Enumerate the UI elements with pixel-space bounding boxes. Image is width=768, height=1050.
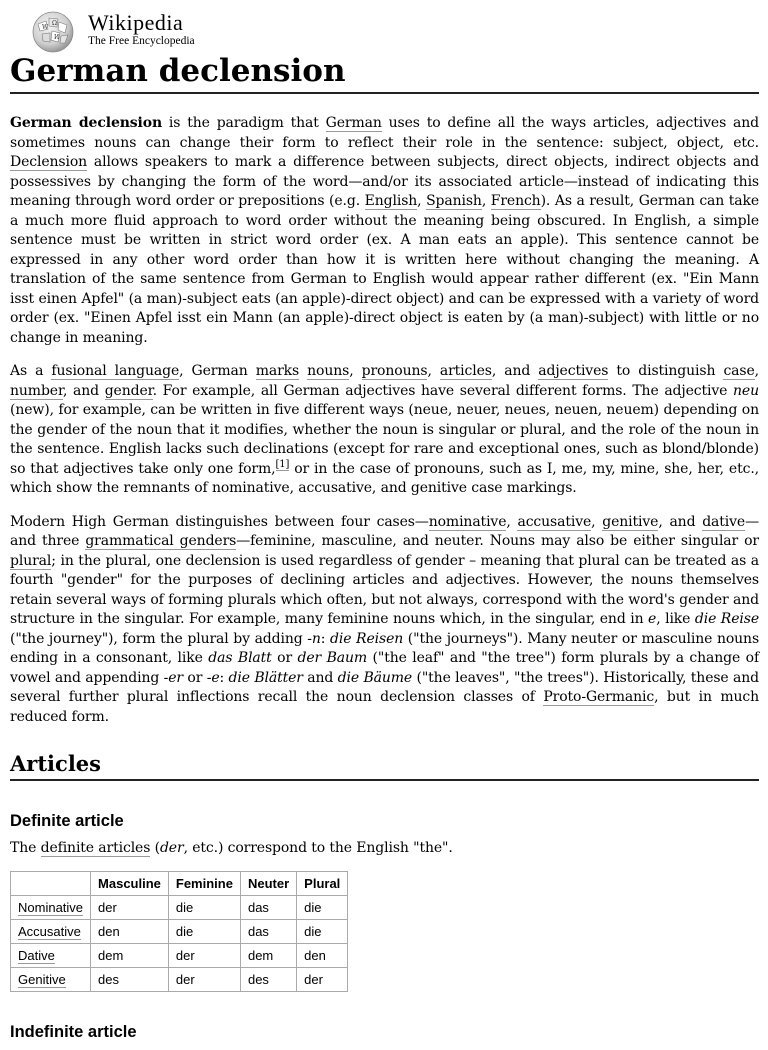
table-cell: die — [297, 919, 348, 943]
subheading-indefinite-article: Indefinite article — [10, 1022, 137, 1041]
table-header-cell: Masculine — [91, 871, 169, 895]
link-number[interactable]: number — [10, 382, 63, 399]
table-cell: des — [240, 967, 296, 991]
link-gender[interactable]: gender — [104, 382, 153, 399]
section-heading-articles: Articles — [10, 749, 759, 781]
link-case-genitive[interactable]: Genitive — [18, 971, 66, 987]
table-row — [11, 895, 348, 919]
table-cell: die — [168, 895, 240, 919]
case-cell — [11, 967, 91, 991]
link-english[interactable]: English — [364, 193, 418, 209]
link-accusative[interactable]: accusative — [517, 513, 592, 530]
table-cell: die — [297, 895, 348, 919]
link-genitive[interactable]: genitive — [602, 513, 659, 530]
table-cell: der — [168, 943, 240, 967]
reference-link[interactable]: [1] — [275, 458, 290, 470]
table-cell: dem — [91, 943, 169, 967]
intro-paragraph: German declension is the paradigm that German uses to define all the ways articles, adjectives and sometimes nouns can change their form to reflect their role in the sentence: subject, object, etc. Declension allows speakers to mark a difference between subjects, direct objects, indirect objects and possessives by changing the form of the word—and/or its associated article—instead of indicating this meaning through word order or prepositions (e.g. English, Spanish, French). As a result, German can take a much more fluid approach to word order without the meaning being obscured. In English, a simple sentence must be written in strict word order (ex. A man eats an apple). This sentence cannot be expressed in any other word order than how it is written here without changing the meaning. A translation of the same sentence from German to English would appear rather different (ex. "Ein Mann isst einen Apfel" (a man)-subject eats (an apple)-direct object) and can be expressed with a variety of word order (ex. "Einen Apfel isst ein Mann (an apple)-direct object is eaten by (a man)-subject) with little or no change in meaning. — [10, 115, 760, 346]
case-cell — [11, 895, 91, 919]
link-articles[interactable]: articles — [439, 363, 492, 379]
definite-paragraph: The definite articles (der, etc.) correspond to the English "the". — [10, 840, 453, 856]
table-cell: dem — [240, 943, 296, 967]
wordmark-tagline: The Free Encyclopedia — [88, 35, 195, 47]
table-cell: das — [240, 895, 296, 919]
table-cell: der — [91, 895, 169, 919]
table-cell: das — [240, 919, 296, 943]
svg-text:Ω: Ω — [52, 20, 57, 27]
subheading-definite-article: Definite article — [10, 812, 124, 830]
fusional-paragraph: As a fusional language, German marks nouns, pronouns, articles, and adjectives to distinguish case, number, and gender. For example, all German adjectives have several different forms. The adjective neu (new), for example, can be written in five different ways (neue, neuer, neues, neuen, neuem) depending on the gender of the noun that it modifies, whether the noun is singular or plural, and the role of the noun in the sentence. English lacks such declinations (except for rare and exceptional ones, such as blond/blonde) so that adjectives take only one form,[1] or in the case of pronouns, such as I, me, my, mine, she, her, etc., which show the remnants of nominative, accusative, and genitive case markings. — [10, 363, 759, 496]
bold-term: German declension — [10, 115, 163, 131]
table-cell: der — [297, 967, 348, 991]
link-nominative[interactable]: nominative — [428, 513, 507, 530]
table-cell: den — [297, 943, 348, 967]
svg-text:W: W — [42, 24, 49, 31]
link-adjectives[interactable]: adjectives — [538, 363, 609, 379]
table-row — [11, 919, 348, 943]
table-header-cell — [11, 871, 91, 895]
table-cell: die — [168, 919, 240, 943]
table-row — [11, 943, 348, 967]
case-cell — [11, 919, 91, 943]
table-cell: der — [168, 967, 240, 991]
svg-text:И: И — [54, 34, 60, 41]
page-title: German declension — [10, 50, 759, 94]
wordmark-title: Wikipedia — [88, 10, 184, 35]
table-header-cell: Neuter — [240, 871, 296, 895]
link-declension[interactable]: Declension — [10, 154, 88, 170]
link-case-nominative[interactable]: Nominative — [18, 899, 84, 915]
article-body — [10, 114, 759, 1050]
link-proto-germanic[interactable]: Proto-Germanic — [543, 689, 655, 705]
link-definite-articles[interactable]: definite articles — [40, 840, 151, 856]
case-cell — [11, 943, 91, 967]
wordmark[interactable] — [88, 12, 195, 48]
link-plural[interactable]: plural — [10, 552, 52, 569]
link-case-accusative[interactable]: Accusative — [18, 923, 81, 939]
table-header-cell: Feminine — [168, 871, 240, 895]
link-pronouns[interactable]: pronouns — [361, 363, 428, 379]
link-case-dative[interactable]: Dative — [18, 947, 55, 963]
link-grammatical-genders[interactable]: grammatical genders — [85, 533, 237, 549]
table-row — [11, 967, 348, 991]
link-case[interactable]: case — [723, 363, 755, 379]
table-header-row — [11, 871, 348, 895]
link-spanish[interactable]: Spanish — [426, 193, 482, 209]
table-cell: des — [91, 967, 169, 991]
link-french[interactable]: French — [490, 193, 541, 209]
cases-paragraph: Modern High German distinguishes between four cases—nominative, accusative, genitive, and dative—and three grammatical genders—feminine, masculine, and neuter. Nouns may also be either singular or plural; in the plural, one declension is used regardless of gender – meaning that plural can be treated as a fourth "gender" for the purposes of declining articles and adjectives. However, the nouns themselves retain several ways of forming plurals which often, but not always, correspond with the word's gender and structure in the singular. For example, many feminine nouns which, in the singular, end in e, like die Reise ("the journey"), form the plural by adding -n: die Reisen ("the journeys"). Many neuter or masculine nouns ending in a consonant, like das Blatt or der Baum ("the leaf" and "the tree") form plurals by a change of vowel and appending -er or -e: die Blätter and die Bäume ("the leaves", "the trees"). Historically, these and several further plural inflections recall the noun declension classes of Proto-Germanic, but in much reduced form. — [10, 513, 760, 725]
table-cell: den — [91, 919, 169, 943]
link-marks[interactable]: marks — [255, 363, 300, 379]
link-dative[interactable]: dative — [702, 513, 746, 530]
table-header-cell: Plural — [297, 871, 348, 895]
link-fusional-language[interactable]: fusional language — [51, 363, 180, 379]
link-nouns[interactable]: nouns — [307, 363, 350, 379]
wikipedia-globe-logo[interactable] — [28, 10, 78, 54]
definite-article-table — [10, 871, 348, 992]
link-german[interactable]: German — [325, 115, 382, 131]
